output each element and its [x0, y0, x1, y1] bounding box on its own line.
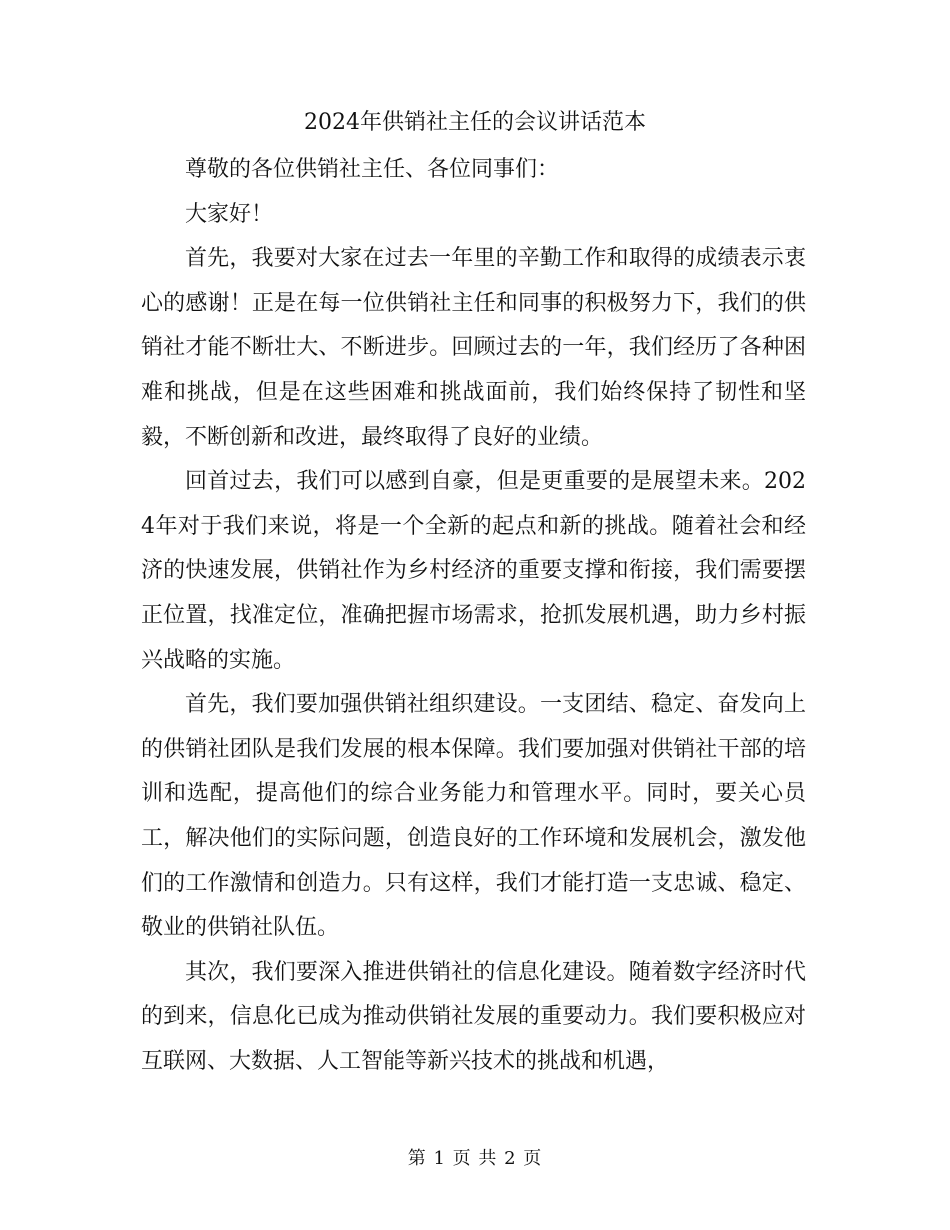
paragraph-salutation: 尊敬的各位供销社主任、各位同事们：	[185, 157, 560, 182]
paragraph-informatization: 其次，我们要深入推进供销社的信息化建设。随着数字经济时代的到来，信息化已成为推动供销社发展的重要动力。我们要积极应对互联网、大数据、人工智能等新兴技术的挑战和机遇，	[141, 959, 806, 1074]
paragraph-organization: 首先，我们要加强供销社组织建设。一支团结、稳定、奋发向上的供销社团队是我们发展的根本保障。我们要加强对供销社干部的培训和选配，提高他们的综合业务能力和管理水平。同时，要关心员工，解决他们的实际问题，创造良好的工作环境和发展机会，激发他们的工作激情和创造力。只有这样，我们才能打造一支忠诚、稳定、敬业的供销社队伍。	[141, 692, 806, 941]
paragraph-thanks: 首先，我要对大家在过去一年里的辛勤工作和取得的成绩表示衷心的感谢！正是在每一位供销社主任和同事的积极努力下，我们的供销社才能不断壮大、不断进步。回顾过去的一年，我们经历了各种困难和挑战，但是在这些困难和挑战面前，我们始终保持了韧性和坚毅，不断创新和改进，最终取得了良好的业绩。	[141, 246, 806, 450]
paragraph-greeting: 大家好！	[185, 201, 274, 227]
page-footer: 第 1 页 共 2 页	[407, 1148, 543, 1169]
document-title: 2024年供销社主任的会议讲话范本	[304, 110, 646, 135]
paragraph-outlook: 回首过去，我们可以感到自豪，但是更重要的是展望未来。2024年对于我们来说，将是一个全新的起点和新的挑战。随着社会和经济的快速发展，供销社作为乡村经济的重要支撑和衔接，我们需要摆正位置，找准定位，准确把握市场需求，抢抓发展机遇，助力乡村振兴战略的实施。	[141, 469, 806, 673]
document-body	[141, 148, 806, 1084]
